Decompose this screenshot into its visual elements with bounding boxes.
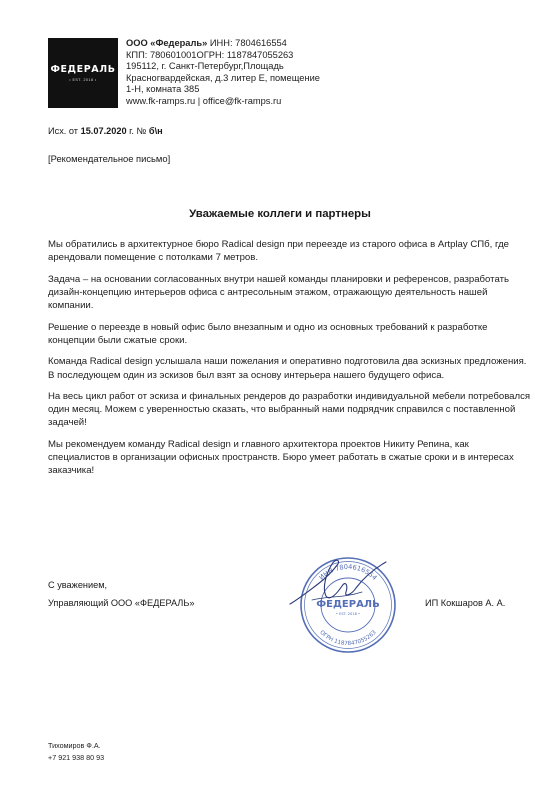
ref-date: 15.07.2020: [80, 126, 127, 136]
company-name-line: [126, 38, 320, 50]
company-address-3: 1-Н, комната 385: [126, 84, 200, 95]
signatory-name: ИП Кокшаров А. А.: [425, 598, 506, 608]
company-logo: [48, 38, 118, 108]
ref-prefix: Исх. от: [48, 126, 79, 136]
closing-phrase: С уважением,: [48, 580, 108, 590]
paragraph: Задача – на основании согласованных внутри нашей команды планировки и референсов, разработать дизайн-концепцию интерьеров офиса с антресольным этажом, отражающую деятельность нашей компании.: [48, 273, 509, 312]
signatory-role: Управляющий ООО «ФЕДЕРАЛЬ»: [48, 598, 195, 608]
paragraph: Решение о переезде в новый офис было внезапным и одно из основных требований к разработке концепции были сжатые сроки.: [48, 321, 488, 346]
stamp-est-text: • EST. 2018 •: [335, 612, 361, 616]
paragraph: На весь цикл работ от эскиза и финальных рендеров до разработки индивидуальной мебели потребовался один месяц. Можем с уверенностью сказать, что выбранный нами подрядчик справился с поставленной задачей!: [48, 391, 531, 429]
company-inn: ИНН: 7804616554: [209, 38, 287, 48]
ref-number: б\н: [148, 126, 163, 136]
letter-body: [48, 238, 533, 486]
logo-est: • EST. 2018 •: [69, 78, 97, 82]
signature-image: [282, 552, 392, 612]
contact-block: [48, 740, 104, 764]
paragraph: Мы обратились в архитектурное бюро Radical design при переезде из старого офиса в Artplay СПб, где арендовали помещение с потолками 7 метров.: [48, 239, 510, 264]
company-address-1: 195112, г. Санкт-Петербург,Площадь: [126, 61, 284, 72]
company-web-email: www.fk-ramps.ru | office@fk-ramps.ru: [126, 95, 282, 106]
company-address-2: Красногвардейская, д.3 литер Е, помещение: [126, 72, 320, 83]
logo-name: ФЕДЕРАЛЬ: [50, 64, 116, 75]
ref-mid: г. №: [129, 126, 147, 136]
paragraph: Мы рекомендуем команду Radical design и главного архитектора проектов Никиту Репина, как специалистов в организации офисных пространств. Бюро умеет работать в сжатые сроки и в интересах заказчика!: [48, 438, 514, 477]
paragraph: Команда Radical design услышала наши пожелания и оперативно подготовила два эскизных предложения. В последующем один из эскизов был взят за основу интерьера нашего будущего офиса.: [48, 356, 527, 381]
contact-phone: +7 921 938 80 93: [48, 753, 105, 762]
letter-type: [Рекомендательное письмо]: [48, 153, 171, 164]
stamp-top-text: ИНН 7804616554: [317, 562, 379, 582]
stamp-center-text: ФЕДЕРАЛЬ: [316, 599, 380, 610]
outgoing-reference: [48, 126, 163, 136]
stamp-bottom-text: ОГРН 1187847055263: [318, 629, 378, 648]
greeting-heading: Уважаемые коллеги и партнеры: [189, 208, 371, 220]
company-kpp: КПП: 780601001ОГРН: 1187847055263: [126, 49, 294, 60]
company-details: [126, 38, 320, 108]
company-name: ООО «Федераль»: [126, 38, 208, 48]
contact-person: Тихомиров Ф.А.: [48, 741, 101, 750]
